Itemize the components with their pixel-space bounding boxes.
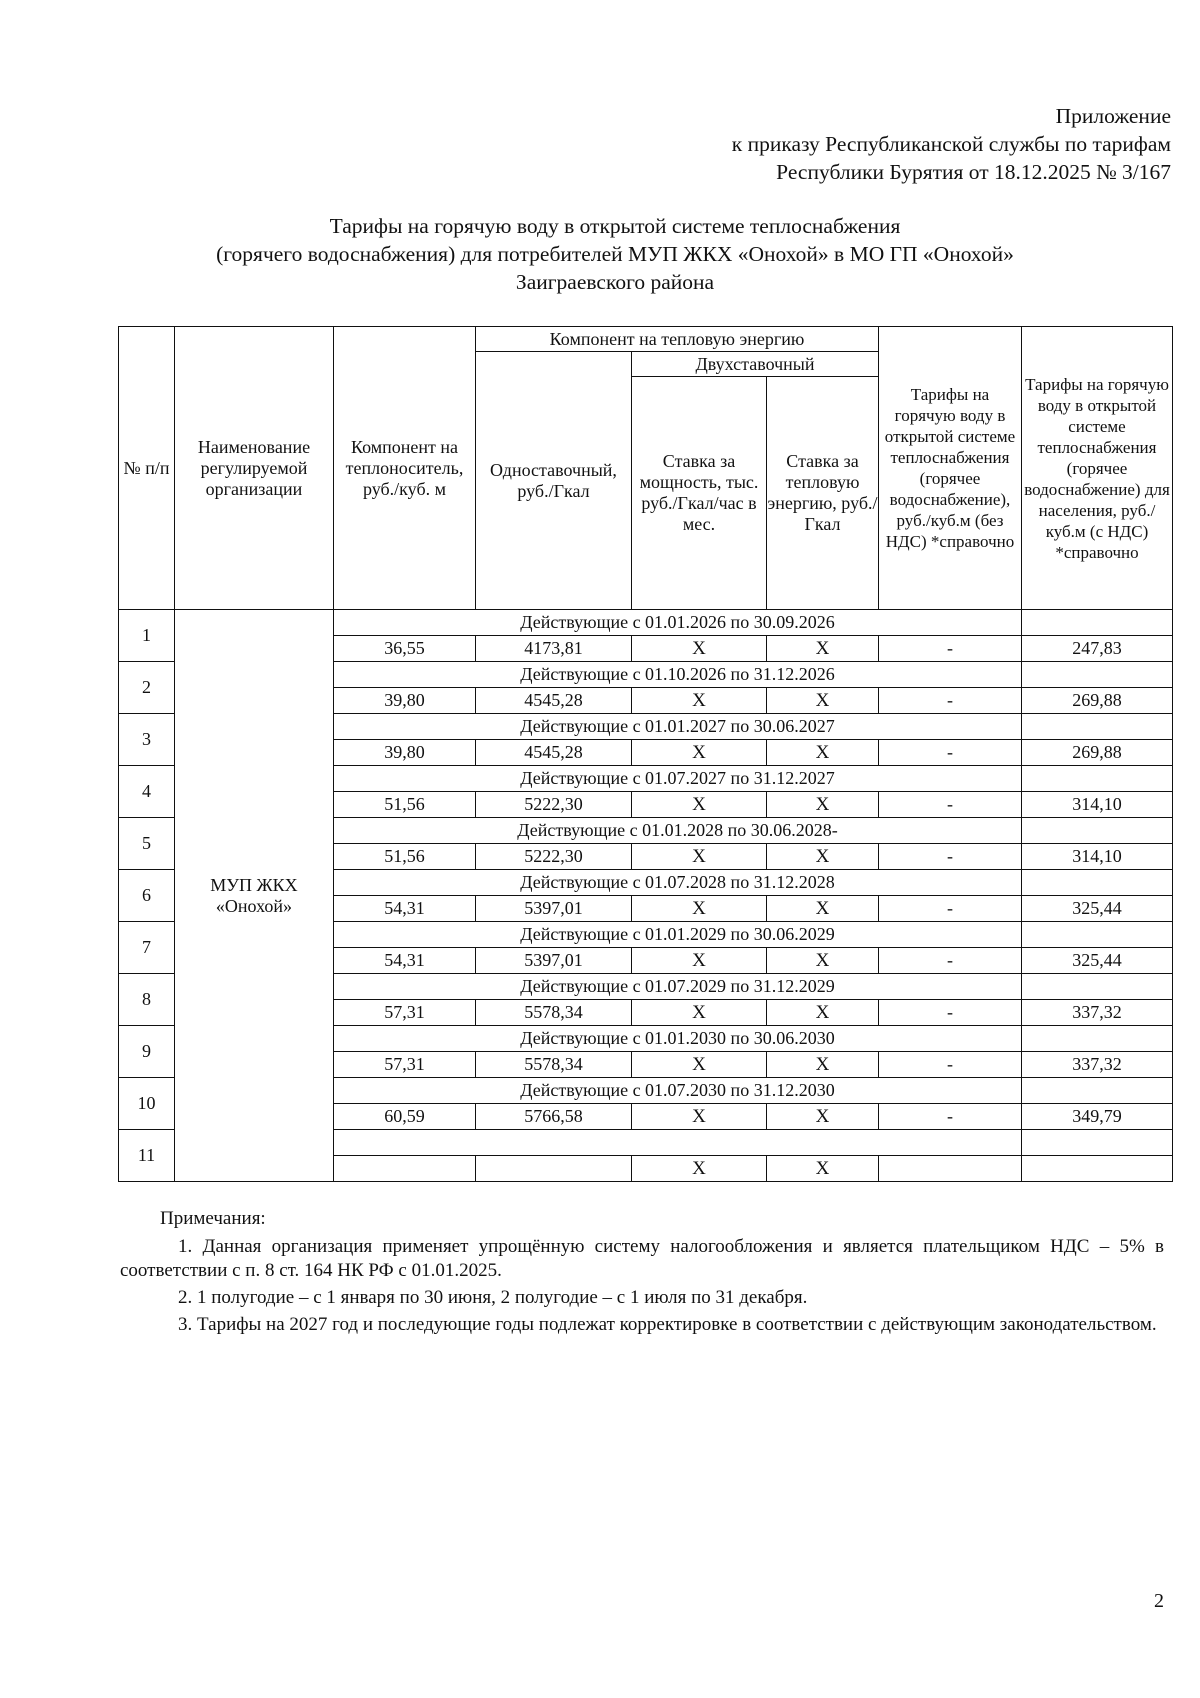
tariff-vat-value: 325,44 (1022, 896, 1173, 922)
capacity-rate-value: Х (632, 948, 767, 974)
header-tariff-vat: Тарифы на горячую воду в открытой системе теплоснабжения (горячее водоснабжение) для населения, руб./куб.м (с НДС) *справочно (1022, 327, 1173, 610)
period-label: Действующие с 01.10.2026 по 31.12.2026 (334, 662, 1022, 688)
single-rate-value: 4545,28 (476, 740, 632, 766)
single-rate-value: 5578,34 (476, 1000, 632, 1026)
tariff-no-vat-value: - (879, 1052, 1022, 1078)
single-rate-value: 5397,01 (476, 896, 632, 922)
single-rate-value: 5397,01 (476, 948, 632, 974)
capacity-rate-value: Х (632, 1052, 767, 1078)
tariff-vat-value: 247,83 (1022, 636, 1173, 662)
header-num: № п/п (119, 327, 175, 610)
notes-heading: Примечания: (160, 1208, 266, 1229)
coolant-value: 60,59 (334, 1104, 476, 1130)
row-number: 5 (119, 818, 175, 870)
energy-rate-value: Х (767, 1104, 879, 1130)
row-number: 4 (119, 766, 175, 818)
tariff-no-vat-value: - (879, 844, 1022, 870)
period-label: Действующие с 01.01.2027 по 30.06.2027 (334, 714, 1022, 740)
appendix-line-3: Республики Бурятия от 18.12.2025 № 3/167 (776, 160, 1171, 184)
tariff-no-vat-value: - (879, 636, 1022, 662)
row-number: 9 (119, 1026, 175, 1078)
coolant-value: 39,80 (334, 688, 476, 714)
notes-section (120, 1207, 1164, 1340)
coolant-value: 51,56 (334, 844, 476, 870)
coolant-value: 57,31 (334, 1000, 476, 1026)
energy-rate-value: Х (767, 844, 879, 870)
period-label: Действующие с 01.07.2027 по 31.12.2027 (334, 766, 1022, 792)
capacity-rate-value: Х (632, 792, 767, 818)
tariff-no-vat-value: - (879, 1104, 1022, 1130)
capacity-rate-value: Х (632, 1000, 767, 1026)
tariff-no-vat-value (879, 1156, 1022, 1182)
period-row (119, 610, 1173, 636)
tariff-vat-value (1022, 1156, 1173, 1182)
coolant-value: 51,56 (334, 792, 476, 818)
period-label: Действующие с 01.01.2029 по 30.06.2029 (334, 922, 1022, 948)
tariff-vat-value: 325,44 (1022, 948, 1173, 974)
energy-rate-value: Х (767, 740, 879, 766)
period-empty-cell (1022, 1078, 1173, 1104)
row-number: 2 (119, 662, 175, 714)
header-single-rate: Одноставочный, руб./Гкал (476, 352, 632, 610)
period-empty-cell (1022, 610, 1173, 636)
org-name-cell: МУП ЖКХ «Онохой» (175, 610, 334, 1182)
coolant-value: 54,31 (334, 948, 476, 974)
period-empty-cell (1022, 818, 1173, 844)
period-label: Действующие с 01.07.2029 по 31.12.2029 (334, 974, 1022, 1000)
document-title (0, 212, 1200, 296)
tariff-vat-value: 349,79 (1022, 1104, 1173, 1130)
note-item-1: 1. Данная организация применяет упрощённую систему налогообложения и является плательщиком НДС – 5% в соответствии с п. 8 ст. 164 НК РФ с 01.01.2025. (120, 1236, 1164, 1281)
row-number: 10 (119, 1078, 175, 1130)
appendix-header (732, 102, 1171, 186)
capacity-rate-value: Х (632, 844, 767, 870)
row-number: 11 (119, 1130, 175, 1182)
header-tariff-no-vat: Тарифы на горячую воду в открытой системе теплоснабжения (горячее водоснабжение), руб./куб.м (без НДС) *справочно (879, 327, 1022, 610)
coolant-value: 54,31 (334, 896, 476, 922)
header-two-rate: Двухставочный (632, 352, 879, 377)
coolant-value: 57,31 (334, 1052, 476, 1078)
single-rate-value: 5222,30 (476, 792, 632, 818)
single-rate-value: 5222,30 (476, 844, 632, 870)
title-line-3: Заиграевского района (515, 270, 715, 294)
single-rate-value: 5766,58 (476, 1104, 632, 1130)
coolant-value (334, 1156, 476, 1182)
tariff-no-vat-value: - (879, 896, 1022, 922)
period-empty-cell (1022, 766, 1173, 792)
title-line-1: Тарифы на горячую воду в открытой системе теплоснабжения (329, 214, 901, 238)
coolant-value: 39,80 (334, 740, 476, 766)
period-label: Действующие с 01.07.2028 по 31.12.2028 (334, 870, 1022, 896)
tariff-no-vat-value: - (879, 688, 1022, 714)
row-number: 1 (119, 610, 175, 662)
header-capacity-rate: Ставка за мощность, тыс. руб./Гкал/час в мес. (632, 377, 767, 610)
tariff-table (118, 326, 1173, 1182)
period-empty-cell (1022, 1130, 1173, 1156)
title-line-2: (горячего водоснабжения) для потребителей МУП ЖКХ «Онохой» в МО ГП «Онохой» (216, 242, 1014, 266)
tariff-vat-value: 337,32 (1022, 1052, 1173, 1078)
period-label: Действующие с 01.01.2030 по 30.06.2030 (334, 1026, 1022, 1052)
row-number: 3 (119, 714, 175, 766)
period-empty-cell (1022, 1026, 1173, 1052)
tariff-vat-value: 337,32 (1022, 1000, 1173, 1026)
row-number: 6 (119, 870, 175, 922)
energy-rate-value: Х (767, 948, 879, 974)
tariff-vat-value: 269,88 (1022, 740, 1173, 766)
capacity-rate-value: Х (632, 688, 767, 714)
single-rate-value (476, 1156, 632, 1182)
header-heat-component: Компонент на тепловую энергию (476, 327, 879, 352)
note-item-3: 3. Тарифы на 2027 год и последующие годы подлежат корректировке в соответствии с действующим законодательством. (178, 1314, 1157, 1335)
row-number: 7 (119, 922, 175, 974)
energy-rate-value: Х (767, 1000, 879, 1026)
period-empty-cell (1022, 714, 1173, 740)
period-empty-cell (1022, 662, 1173, 688)
energy-rate-value: Х (767, 896, 879, 922)
page-number: 2 (1154, 1590, 1164, 1612)
header-coolant: Компонент на теплоноситель, руб./куб. м (334, 327, 476, 610)
appendix-line-1: Приложение (1055, 104, 1171, 128)
capacity-rate-value: Х (632, 1104, 767, 1130)
header-energy-rate: Ставка за тепловую энергию, руб./Гкал (767, 377, 879, 610)
period-empty-cell (1022, 870, 1173, 896)
single-rate-value: 5578,34 (476, 1052, 632, 1078)
period-label: Действующие с 01.07.2030 по 31.12.2030 (334, 1078, 1022, 1104)
coolant-value: 36,55 (334, 636, 476, 662)
energy-rate-value: Х (767, 688, 879, 714)
single-rate-value: 4173,81 (476, 636, 632, 662)
row-number: 8 (119, 974, 175, 1026)
tariff-no-vat-value: - (879, 792, 1022, 818)
single-rate-value: 4545,28 (476, 688, 632, 714)
capacity-rate-value: Х (632, 896, 767, 922)
capacity-rate-value: Х (632, 636, 767, 662)
energy-rate-value: Х (767, 636, 879, 662)
header-org: Наименование регулируемой организации (175, 327, 334, 610)
tariff-no-vat-value: - (879, 948, 1022, 974)
tariff-vat-value: 314,10 (1022, 792, 1173, 818)
period-empty-cell (1022, 974, 1173, 1000)
appendix-line-2: к приказу Республиканской службы по тарифам (731, 132, 1171, 156)
period-label: Действующие с 01.01.2026 по 30.09.2026 (334, 610, 1022, 636)
tariff-no-vat-value: - (879, 1000, 1022, 1026)
period-label (334, 1130, 1022, 1156)
period-label: Действующие с 01.01.2028 по 30.06.2028- (334, 818, 1022, 844)
tariff-vat-value: 269,88 (1022, 688, 1173, 714)
energy-rate-value: Х (767, 1156, 879, 1182)
period-empty-cell (1022, 922, 1173, 948)
capacity-rate-value: Х (632, 740, 767, 766)
energy-rate-value: Х (767, 792, 879, 818)
tariff-no-vat-value: - (879, 740, 1022, 766)
energy-rate-value: Х (767, 1052, 879, 1078)
note-item-2: 2. 1 полугодие – с 1 января по 30 июня, 2 полугодие – с 1 июля по 31 декабря. (178, 1287, 808, 1308)
capacity-rate-value: Х (632, 1156, 767, 1182)
tariff-vat-value: 314,10 (1022, 844, 1173, 870)
